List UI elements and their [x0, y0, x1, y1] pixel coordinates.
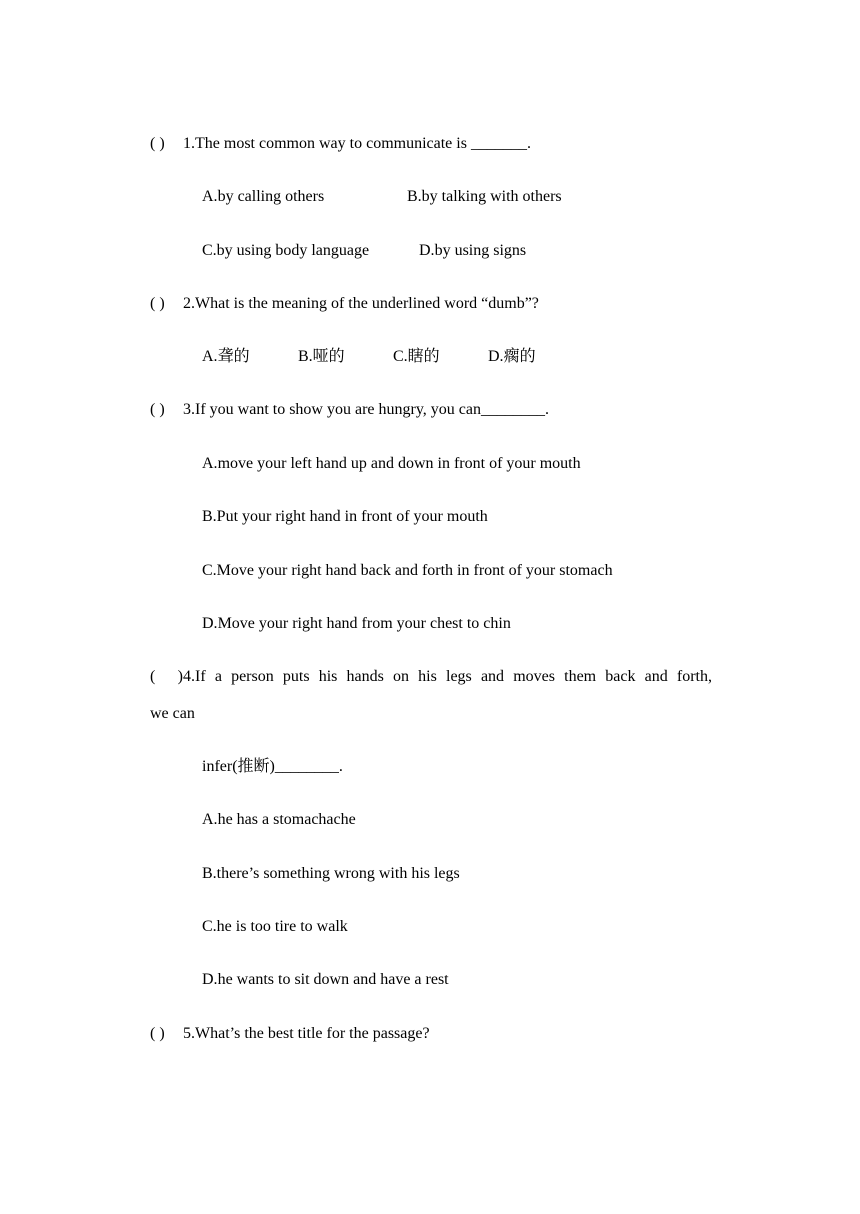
option-a [202, 810, 356, 830]
option-text: 聋的 [217, 348, 250, 365]
question-4 [150, 667, 712, 687]
answer-blank[interactable]: ( ) [150, 668, 183, 685]
option-text: he wants to sit down and have a rest [217, 971, 449, 988]
option-label: D. [202, 615, 218, 632]
option-label: B. [298, 348, 313, 365]
option-c [202, 917, 348, 937]
option-label: D. [202, 971, 218, 988]
option-d [202, 970, 449, 990]
option-text: move your left hand up and down in front of your mouth [217, 455, 581, 472]
option-label: A. [202, 455, 218, 472]
question-4-continuation [202, 757, 343, 777]
option-label: B. [202, 508, 217, 525]
option-d [202, 614, 511, 634]
options-row [298, 347, 345, 367]
option-text: Move your right hand back and forth in front of your stomach [216, 562, 613, 579]
question-1 [150, 134, 531, 154]
options-row [419, 241, 526, 261]
option-text: by calling others [217, 188, 325, 205]
option-text: he is too tire to walk [216, 918, 348, 935]
answer-blank[interactable]: ( ) [150, 1025, 165, 1042]
option-text: by using body language [216, 242, 370, 259]
option-label: A. [202, 188, 218, 205]
question-stem: 5.What’s the best title for the passage? [183, 1025, 430, 1042]
question-5 [150, 1024, 430, 1044]
option-text: there’s something wrong with his legs [216, 865, 460, 882]
option-c [202, 561, 613, 581]
option-text: 哑的 [312, 348, 345, 365]
options-row [202, 347, 250, 367]
question-stem: 3.If you want to show you are hungry, you can________. [183, 401, 550, 418]
option-text: by talking with others [421, 188, 562, 205]
options-row [488, 347, 536, 367]
option-text: Move your right hand from your chest to chin [217, 615, 511, 632]
options-row [202, 241, 369, 261]
option-text: he has a stomachache [217, 811, 356, 828]
question-stem: 2.What is the meaning of the underlined word “dumb”? [183, 295, 539, 312]
answer-blank[interactable]: ( ) [150, 295, 165, 312]
question-2 [150, 294, 539, 314]
question-stem: infer(推断)________. [202, 758, 343, 775]
option-b [202, 864, 460, 884]
option-label: A. [202, 348, 218, 365]
option-label: B. [407, 188, 422, 205]
options-row [202, 187, 324, 207]
option-label: D. [488, 348, 504, 365]
option-label: A. [202, 811, 218, 828]
option-label: C. [393, 348, 408, 365]
option-label: B. [202, 865, 217, 882]
answer-blank[interactable]: ( ) [150, 135, 165, 152]
options-row [393, 347, 440, 367]
question-3 [150, 400, 549, 420]
option-text: Put your right hand in front of your mouth [216, 508, 488, 525]
option-a [202, 454, 581, 474]
option-b [202, 507, 488, 527]
question-stem: we can [150, 705, 195, 722]
option-label: C. [202, 242, 217, 259]
option-label: C. [202, 918, 217, 935]
option-text: 瞎的 [407, 348, 440, 365]
question-stem: 1.The most common way to communicate is _______. [183, 135, 531, 152]
option-label: C. [202, 562, 217, 579]
option-label: D. [419, 242, 435, 259]
answer-blank[interactable]: ( ) [150, 401, 165, 418]
question-stem: 4.If a person puts his hands on his legs and moves them back and forth, [183, 668, 712, 685]
question-4-continuation [150, 704, 195, 724]
option-text: by using signs [434, 242, 527, 259]
options-row [407, 187, 562, 207]
option-text: 瘸的 [503, 348, 536, 365]
